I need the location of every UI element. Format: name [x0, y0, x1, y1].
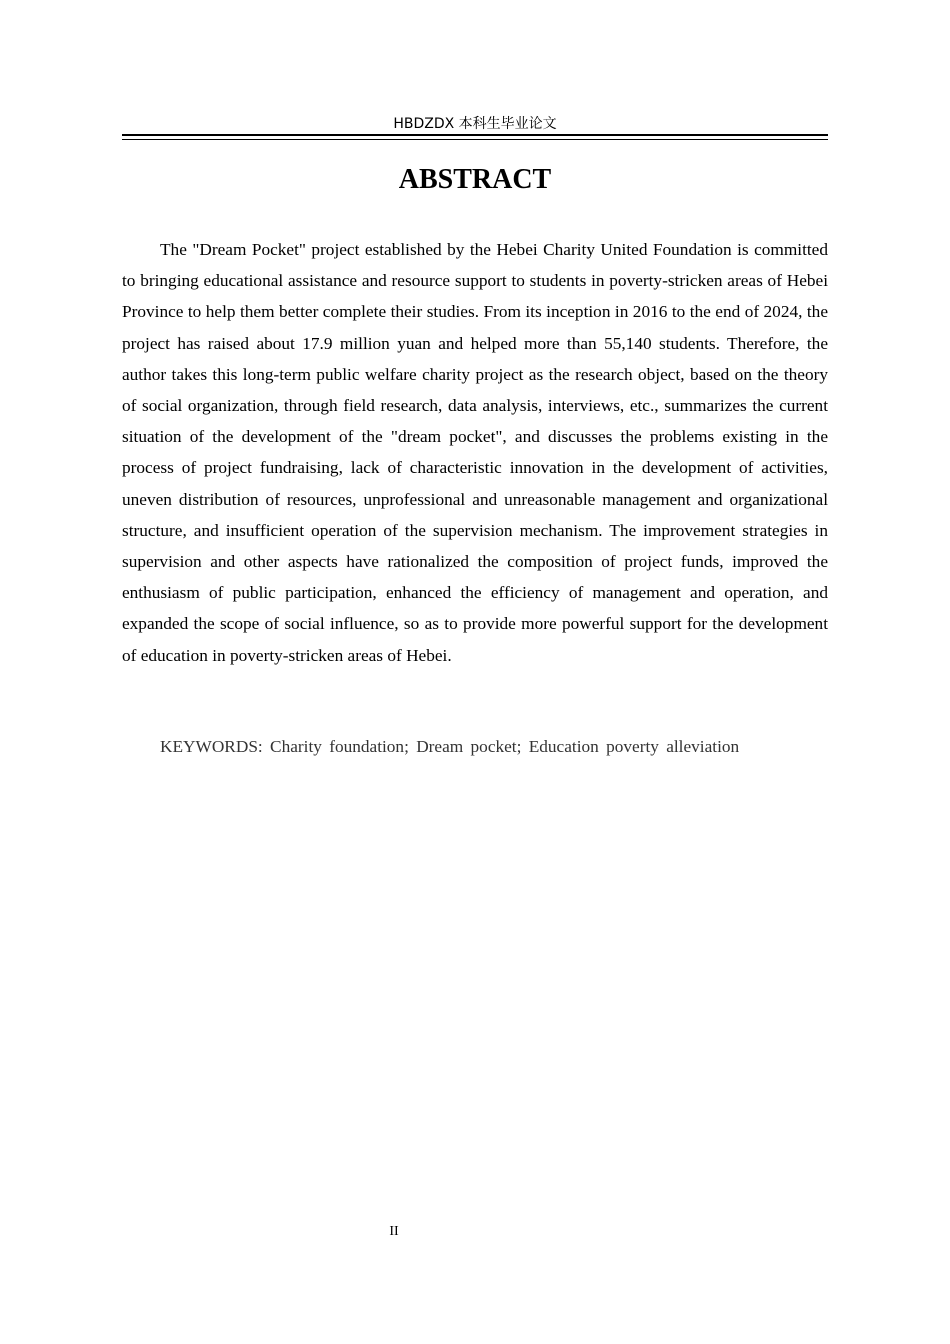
page-number: II [389, 1224, 399, 1239]
abstract-body: The "Dream Pocket" project established by the Hebei Charity United Foundation is committed to bringing educational assistance and resource support to students in poverty-stricken areas of Hebei Province to help them better complete their studies. From its inception in 2016 to the end of 2024, the project has raised about 17.9 million yuan and helped more than 55,140 students. Therefore, the author takes this long-term public welfare charity project as the research object, based on the theory of social organization, through field research, data analysis, interviews, etc., summarizes the current situation of the development of the "dream pocket", and discusses the problems existing in the process of project fundraising, lack of characteristic innovation in the development of activities, uneven distribution of resources, unprofessional and unreasonable management and organizational structure, and insufficient operation of the supervision mechanism. The improvement strategies in supervision and other aspects have rationalized the composition of project funds, improved the enthusiasm of public participation, enhanced the efficiency of management and operation, and expanded the scope of social influence, so as to provide more powerful support for the development of education in poverty-stricken areas of Hebei. [122, 240, 828, 665]
running-header: HBDZDX 本科生毕业论文 [393, 116, 557, 132]
header-rule [122, 134, 828, 140]
keywords-line: KEYWORDS: Charity foundation; Dream pocket; Education poverty alleviation [160, 737, 740, 756]
abstract-title: ABSTRACT [398, 164, 552, 195]
